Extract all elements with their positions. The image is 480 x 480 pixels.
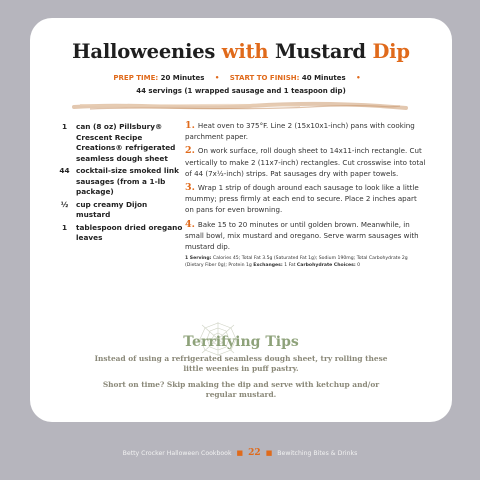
finish-value: 40 Minutes: [301, 74, 346, 82]
tip-text: Instead of using a refrigerated seamless dough sheet, try rolling these little weenies in puff pastry.: [94, 354, 388, 373]
title-accent: Dip: [372, 40, 410, 63]
ingredient-qty: 1: [61, 122, 68, 131]
ingredient-text: cup creamy Dijon mustard: [76, 199, 148, 219]
step-number: 4.: [185, 218, 195, 230]
bullet: •: [356, 74, 361, 82]
exchanges-text: 1 Fat: [282, 263, 297, 269]
separator: ■: [265, 449, 273, 457]
step-number: 2.: [185, 145, 195, 157]
directions: [185, 120, 427, 269]
chapter-title: Bewitching Bites & Drinks: [277, 450, 358, 457]
ingredient-qty: 1: [61, 222, 68, 232]
carb-label: Carbohydrate Choices:: [296, 263, 356, 269]
ingredient-text: tablespoon dried oregano leaves: [76, 222, 183, 242]
recipe-card: [30, 18, 452, 422]
ingredient-text: can (8 oz) Pillsbury® Crescent Recipe Creations® refrigerated seamless dough sheet: [76, 122, 176, 163]
ingredient: [53, 166, 183, 198]
page-number: 22: [248, 448, 261, 458]
nutrition-label: 1 Serving:: [185, 256, 212, 262]
step-text: On work surface, roll dough sheet to 14x11-inch rectangle. Cut vertically to make 2 (11x7-inch) rectangles. Cut crosswise into total of 44 (7x½-inch) strips. Pat sausages dry with paper towels.: [185, 146, 426, 178]
step-number: 1.: [185, 120, 195, 131]
title-text: Mustard: [268, 40, 373, 63]
page-footer: [0, 448, 480, 458]
finish-label: START TO FINISH:: [229, 74, 300, 82]
title-accent: with: [221, 40, 269, 63]
step: [185, 219, 427, 253]
book-title: Betty Crocker Halloween Cookbook: [122, 450, 232, 457]
recipe-title: [30, 40, 452, 63]
ingredient-text: cocktail-size smoked link sausages (from a 1-lb package): [76, 166, 179, 196]
time-info: [30, 74, 452, 82]
prep-label: PREP TIME:: [113, 74, 159, 82]
title-text: Halloweenies: [72, 40, 222, 63]
ingredient: [53, 200, 183, 221]
servings: 44 servings (1 wrapped sausage and 1 teaspoon dip): [136, 87, 346, 95]
ingredient: [53, 122, 183, 164]
step: [185, 145, 427, 179]
ingredient-qty: ½: [60, 199, 69, 209]
prep-value: 20 Minutes: [160, 74, 205, 82]
carb-text: 0: [355, 263, 361, 269]
ingredient-qty: 44: [59, 166, 70, 175]
tip-text: Short on time? Skip making the dip and serve with ketchup and/or regular mustard.: [102, 380, 380, 399]
brush-stroke-divider: [70, 101, 410, 113]
ingredient-list: [53, 122, 183, 246]
step: [185, 182, 427, 216]
step-number: 3.: [185, 182, 195, 194]
exchanges-label: Exchanges:: [253, 263, 283, 269]
step-text: Bake 15 to 20 minutes or until golden brown. Meanwhile, in small bowl, mix mustard and oregano. Serve warm sausages with mustard dip.: [185, 219, 419, 252]
step: [185, 120, 427, 142]
step-text: Wrap 1 strip of dough around each sausage to look like a little mummy; press firmly at each end to secure. Place 2 inches apart on pans for even browning.: [185, 183, 419, 215]
nutrition-info: [185, 255, 427, 269]
step-text: Heat oven to 375°F. Line 2 (15x10x1-inch) pans with cooking parchment paper.: [185, 121, 415, 142]
nutrition-text: Calories 45; Total Fat 3.5g (Saturated Fat 1g); Sodium 190mg; Total Carbohydrate 2g (Dietary Fiber 0g); Protein 1g: [185, 256, 408, 269]
separator: ■: [236, 449, 244, 457]
ingredient: [53, 223, 183, 244]
tips-title: Terrifying Tips: [183, 334, 299, 350]
bullet: •: [214, 74, 220, 82]
